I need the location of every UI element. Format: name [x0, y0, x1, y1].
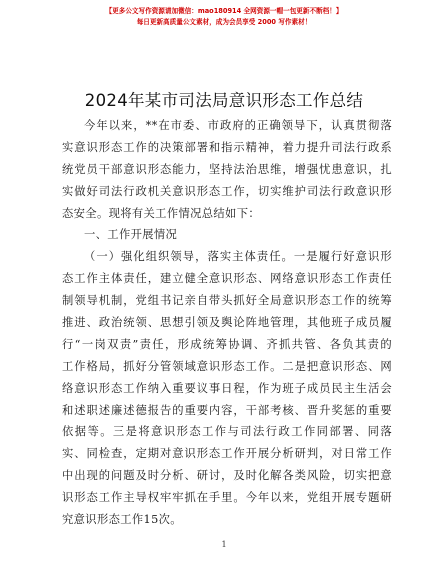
paragraph-line: 和述职述廉述德报告的重要内容，干部考核、晋升奖惩的重要 [62, 403, 392, 417]
paragraph-line: 态安全。现将有关工作情况总结如下： [62, 206, 260, 220]
paragraph-line: 中出现的问题及时分析、研讨，及时化解各类风险，切实把意 [62, 469, 392, 483]
promo-banner-line-2: 每日更新高质量公文素材，成为会员享受 2000 写作素材！ [136, 18, 312, 26]
paragraph-line: 态工作主体责任，建立健全意识形态、网络意识形态工作责任 [62, 272, 392, 286]
paragraph-line: 实意识形态工作的决策部署和指示精神，着力提升司法行政系 [62, 140, 392, 154]
paragraph-line: 工作格局，抓好分管领域意识形态工作。二是把意识形态、网 [62, 359, 392, 373]
paragraph-line: 究意识形态工作15次。 [62, 513, 182, 527]
paragraph-line: 络意识形态工作纳入重要议事日程，作为班子成员民主生活会 [62, 381, 392, 395]
document-body [62, 115, 392, 531]
paragraph-line: 行“一岗双责”责任，形成统筹协调、齐抓共管、各负其责的 [62, 337, 392, 351]
paragraph-line: 制领导机制，党组书记亲自带头抓好全局意识形态工作的统筹 [62, 294, 392, 308]
paragraph-line: 依据等。三是将意识形态工作与司法行政工作同部署、同落 [62, 425, 392, 439]
paragraph-line: 今年以来，**在市委、市政府的正确领导下，认真贯彻落 [84, 119, 392, 132]
paragraph-line: 识形态工作主导权牢牢抓在手里。今年以来，党组开展专题研 [62, 491, 392, 505]
document-title: 2024年某市司法局意识形态工作总结 [84, 91, 364, 110]
paragraph-line: 实、同检查，定期对意识形态工作开展分析研判，对日常工作 [62, 447, 392, 461]
promo-banner-line-1: 【更多公文写作资源请加微信：mao180914 全网资源一帽一包更新不断档！】 [105, 7, 343, 15]
paragraph-line: 统党员干部意识形态能力，坚持法治思维，增强忧患意识，扎 [62, 162, 392, 176]
page-number: 1 [221, 540, 227, 549]
paragraph-line: 实做好司法行政机关意识形态工作，切实维护司法行政意识形 [62, 184, 392, 198]
paragraph-line: 推进、政治统领、思想引领及舆论阵地管理，其他班子成员履 [62, 316, 392, 330]
paragraph-line: （一）强化组织领导，落实主体责任。一是履行好意识形 [84, 250, 392, 264]
section-heading: 一、工作开展情况 [84, 228, 178, 242]
promo-banner [0, 6, 448, 28]
